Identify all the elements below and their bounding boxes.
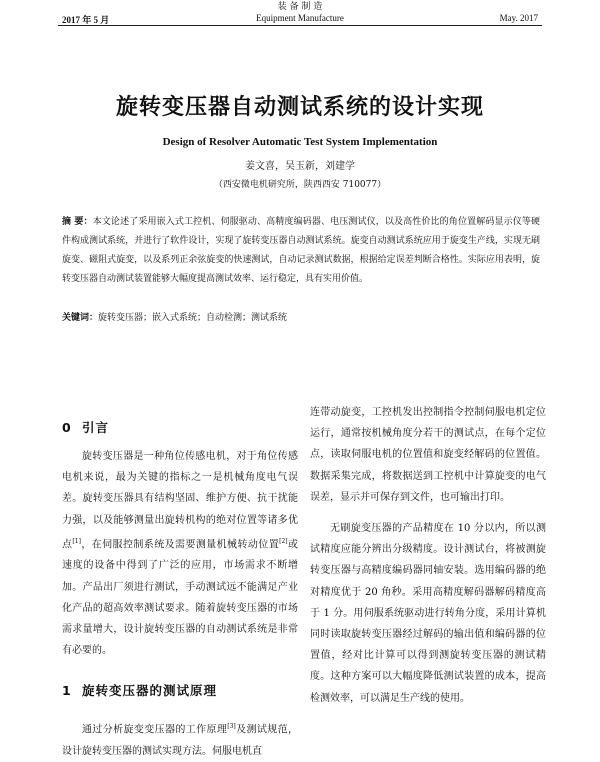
section-heading-intro — [62, 418, 109, 436]
affiliation: （西安微电机研究所，陕西西安 710077） — [213, 180, 387, 190]
intro-column — [62, 446, 298, 661]
journal-name-cn: 装 备 制 造 — [277, 2, 323, 12]
citation: [1] — [72, 537, 81, 545]
header-date-en: May. 2017 — [499, 13, 538, 23]
abstract — [62, 213, 540, 289]
section-number: 0 — [62, 420, 72, 435]
right-paragraph: 无刷旋变压器的产品精度在 10 分以内，所以测试精度应能分辨出分级精度。设计测试台，将被测旋转变压器与高精度编码器同轴安装。选用编码器的绝对精度优于 20 角秒。采用高精度解码器解码精度高于 1 分。用伺服系统驱动进行转角分度，采用计算机同时读取旋转变压器经过解码的输出值和编码器的位置值，经对比计算可以得到测旋转变压器的测试精度。这种方案可以大幅度降低测试装置的成本，提高检测效率，可以满足生产线的使用。 — [310, 523, 546, 704]
principle-column — [62, 716, 298, 762]
keywords-label: 关键词： — [62, 313, 99, 323]
authors: 姜文喜，吴玉新，刘建学 — [245, 161, 355, 172]
intro-text-3: 或速度的设备中得到了广泛的应用，市场需求不断增加。产品出厂须进行测试，手动测试远不能满足产业化产品的超高效率测试要求。随着旋转变压器的市场需求量增大，设计旋转变压器的自动测试系统是非常有必要的。 — [62, 539, 299, 657]
paper-title: 旋转变压器自动测试系统的设计实现 — [115, 95, 484, 120]
header-rule — [58, 25, 542, 26]
section-number: 1 — [62, 683, 72, 698]
intro-paragraph — [62, 446, 298, 661]
intro-text-2: ，在伺服控制系统及需要测量机械转动位置 — [80, 539, 280, 551]
abstract-text: 本文论述了采用嵌入式工控机、伺服驱动、高精度编码器、电压测试仪，以及高性价比的角位置解码显示仪等硬件构成测试系统，并进行了软件设计，实现了旋转变压器自动测试系统。旋变自动测试系统应用于旋变生产线，实现无刷旋变、磁阻式旋变，以及系列正余弦旋变的快速测试，自动记录测试数据，根据给定误差判断合格性。实际应用表明，旋转变压器自动测试装置能够大幅度提高测试效率、运行稳定，具有实用价值。 — [62, 217, 540, 284]
section-title: 旋转变压器的测试原理 — [82, 683, 218, 698]
paper-title-en: Design of Resolver Automatic Test System Implementation — [162, 136, 438, 148]
right-column — [310, 402, 546, 709]
principle-paragraph — [62, 716, 298, 762]
intro-text-1: 旋转变压器是一种角位传感电机，对于角位传感电机来说，最为关键的指标之一是机械角度电气误差。旋转变压器具有结构坚固、维护方便、抗干扰能力强，以及能够测量出旋转机构的绝对位置等诸多优点 — [62, 451, 298, 551]
citation: [2] — [279, 537, 288, 545]
keywords — [62, 309, 540, 328]
section-title: 引言 — [82, 420, 110, 435]
right-paragraph-continued: 连带动旋变，工控机发出控制指令控制伺服电机定位运行，通常按机械角度分若干的测试点，在每个定位点，读取伺服电机的位置值和旋变经解码的位置值。数据采集完成，将数据送到工控机中计算旋变的电气误差，显示并可保存到文件，也可输出打印。 — [310, 407, 546, 503]
principle-text-1: 通过分析旋变变压器的工作原理 — [82, 724, 228, 736]
journal-name-en: Equipment Manufacture — [256, 13, 344, 23]
section-heading-principle — [62, 681, 217, 699]
keywords-text: 旋转变压器；嵌入式系统；自动检测；测试系统 — [98, 313, 288, 323]
principle-text-2: 及测试规范，设计旋转变压器的测试实现方法。伺服电机直 — [62, 724, 298, 757]
citation: [3] — [227, 723, 236, 730]
running-header — [0, 0, 600, 28]
abstract-label: 摘 要： — [62, 217, 93, 227]
header-date: 2017 年 5 月 — [62, 15, 110, 25]
